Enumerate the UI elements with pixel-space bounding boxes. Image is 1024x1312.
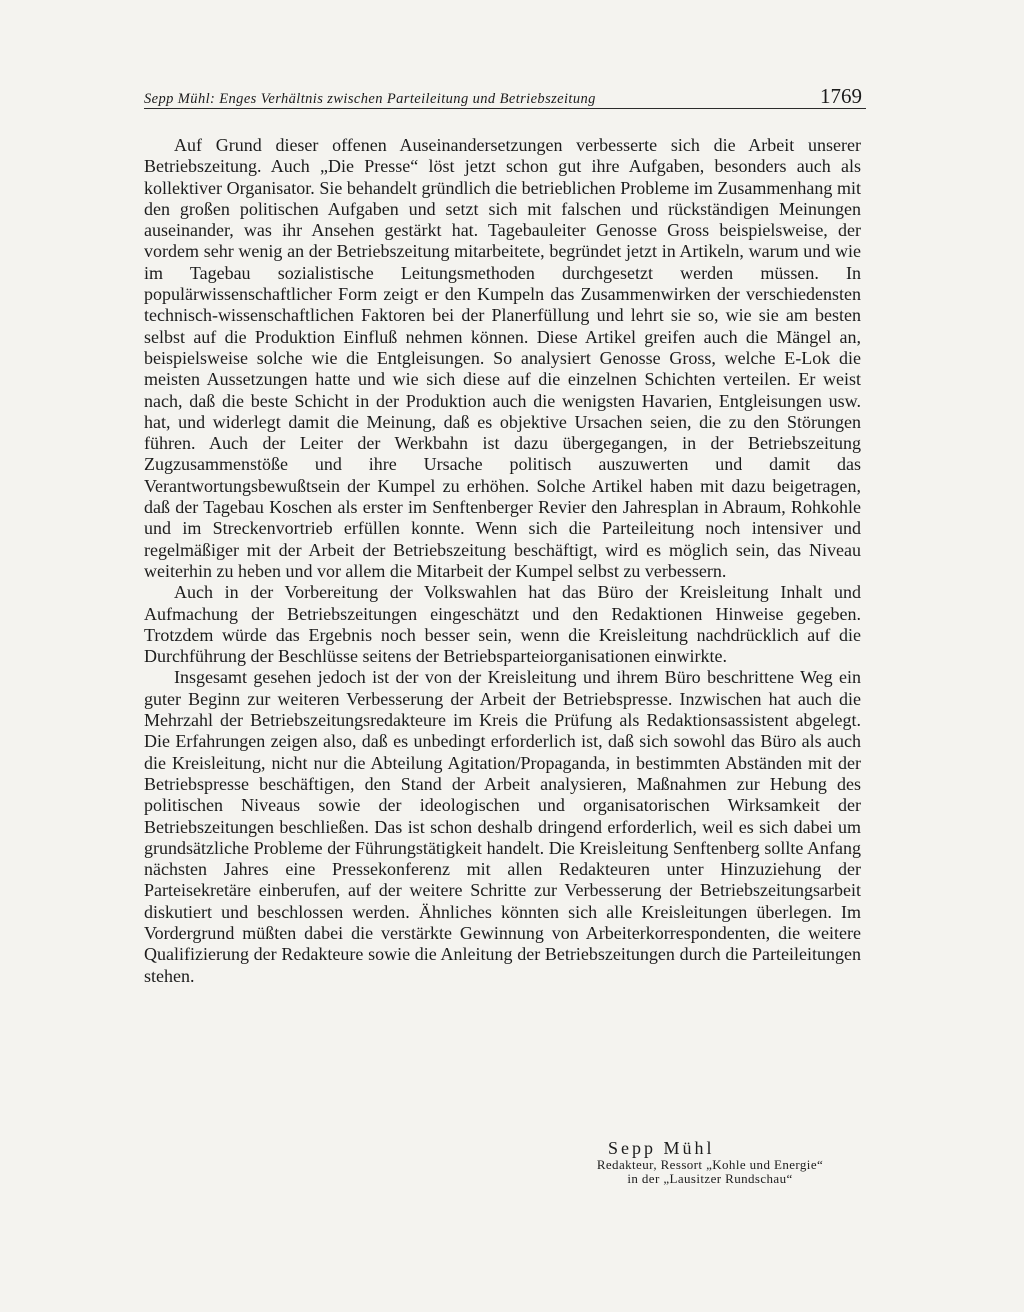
page-header: [144, 84, 864, 114]
affiliation-line: in der „Lausitzer Rundschau“: [627, 1171, 793, 1186]
article-body: [144, 135, 861, 987]
paragraph: Auf Grund dieser offenen Auseinandersetzungen verbesserte sich die Arbeit unserer Betriebszeitung. Auch „Die Presse“ löst jetzt schon gut ihre Aufgaben, besonders auch als kollektiver Organisator. Sie behandelt gründlich die betrieblichen Probleme im Zusammenhang mit den großen politischen Aufgaben und setzt sich mit falschen und rückständigen Meinungen auseinander, was ihr Ansehen gestärkt hat. Tagebauleiter Genosse Gross beispielsweise, der vordem sehr wenig an der Betriebszeitung mitarbeitete, begründet jetzt in Artikeln, warum und wie im Tagebau sozialistische Leitungsmethoden durchgesetzt werden müssen. In populärwissenschaftlicher Form zeigt er den Kumpeln das Zusammenwirken der verschiedensten technisch-wissenschaftlichen Faktoren bei der Planerfüllung und lehrt sie so, wie sie am besten selbst auf die Produktion Einfluß nehmen können. Diese Artikel greifen auch die Mängel an, beispielsweise solche wie die Entgleisungen. So analysiert Genosse Gross, welche E-Lok die meisten Aussetzungen hatte und wie sich diese auf die einzelnen Schichten verteilen. Er weist nach, daß die beste Schicht in der Produktion auch die wenigsten Havarien, Entgleisungen usw. hat, und widerlegt damit die Meinung, daß es objektive Ursachen seien, die zu den Störungen führen. Auch der Leiter der Werkbahn ist dazu übergegangen, in der Betriebszeitung Zugzusammenstöße und ihre Ursache politisch auszuwerten und damit das Verantwortungsbewußtsein der Kumpel zu erhöhen. Solche Artikel haben mit dazu beigetragen, daß der Tagebau Koschen als erster im Senftenberger Revier den Jahresplan in Abraum, Rohkohle und im Streckenvortrieb erfüllen konnte. Wenn sich die Parteileitung noch intensiver und regelmäßiger mit der Arbeit der Betriebszeitung beschäftigt, wird es möglich sein, das Niveau weiterhin zu heben und vor allem die Mitarbeit der Kumpel selbst zu verbessern.: [144, 135, 861, 581]
affiliation-line: Redakteur, Ressort „Kohle und Energie“: [596, 1157, 824, 1172]
header-rule: [144, 108, 866, 109]
page-number: 1769: [820, 84, 862, 108]
author-signature: Sepp Mühl: [608, 1138, 715, 1158]
paragraph: Auch in der Vorbereitung der Volkswahlen hat das Büro der Kreisleitung Inhalt und Aufmachung der Betriebszeitungen eingeschätzt und den Redaktionen Hinweise gegeben. Trotzdem würde das Ergebnis noch besser sein, wenn die Kreisleitung nachdrücklich auf die Durchführung der Beschlüsse seitens der Betriebsparteiorganisationen einwirkte.: [144, 582, 861, 667]
paragraph: Insgesamt gesehen jedoch ist der von der Kreisleitung und ihrem Büro beschrittene Weg ein guter Beginn zur weiteren Verbesserung der Arbeit der Betriebspresse. Inzwischen hat auch die Mehrzahl der Betriebszeitungsredakteure im Kreis die Prüfung als Redaktionsassistent abgelegt. Die Erfahrungen zeigen also, daß es unbedingt erforderlich ist, daß sich sowohl das Büro als auch die Kreisleitung, nicht nur die Abteilung Agitation/Propaganda, in bestimmten Abständen mit der Betriebspresse beschäftigen, den Stand der Arbeit analysieren, Maßnahmen zur Hebung des politischen Niveaus sowie der ideologischen und organisatorischen Wirksamkeit der Betriebszeitungen beschließen. Das ist schon deshalb dringend erforderlich, weil es sich dabei um grundsätzliche Probleme der Führungstätigkeit handelt. Die Kreisleitung Senftenberg sollte Anfang nächsten Jahres eine Pressekonferenz mit allen Redakteuren unter Hinzuziehung der Parteisekretäre einberufen, auf der weitere Schritte zur Verbesserung der Betriebszeitungsarbeit diskutiert und beschlossen werden. Ähnliches könnten sich alle Kreisleitungen überlegen. Im Vordergrund müßten dabei die verstärkte Gewinnung von Arbeiterkorrespondenten, die weitere Qualifizierung der Redakteure sowie die Anleitung der Betriebszeitungen durch die Parteileitungen stehen.: [144, 667, 861, 986]
running-head: Sepp Mühl: Enges Verhältnis zwischen Parteileitung und Betriebszeitung: [144, 91, 596, 107]
author-affiliation: [560, 1158, 860, 1186]
